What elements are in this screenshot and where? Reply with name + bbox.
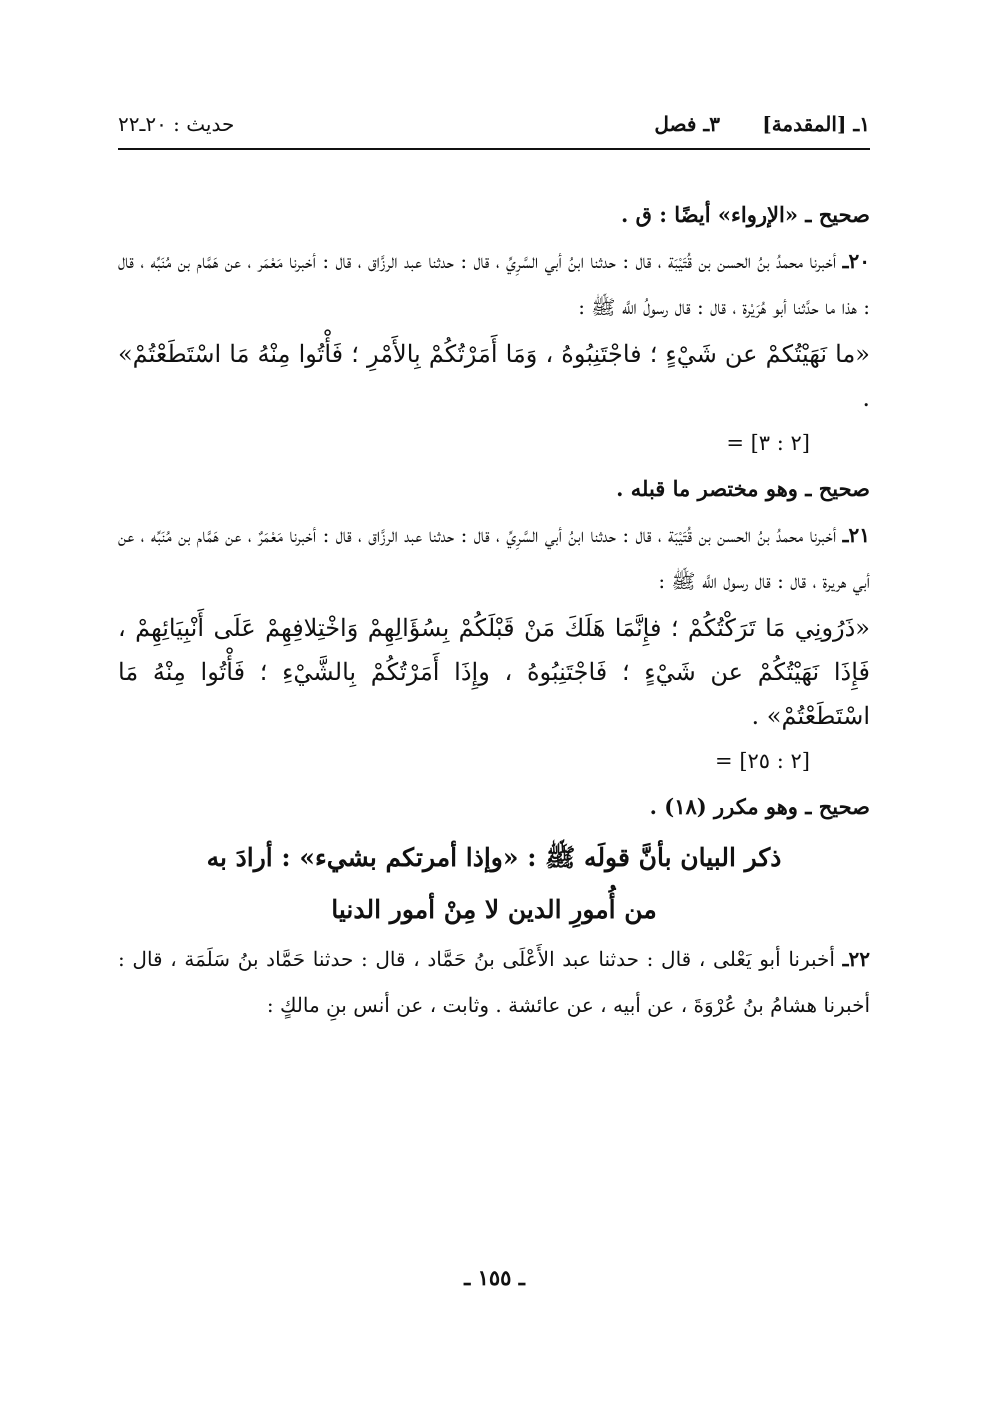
hadith-isnad — [118, 512, 870, 604]
hadith-isnad — [118, 936, 870, 1028]
section-heading-line: ذكر البيان بأنَّ قولَه ﷺ : «وإذا أمرتكم بشيء» : أرادَ به — [206, 843, 782, 872]
hadith-matn: «ما نَهَيْتُكمْ عن شَيْءٍ ؛ فاجْتَنِبُوهُ ، وَمَا أَمَرْتُكُمْ بِالأَمْرِ ؛ فَأْتُوا مِنْهُ مَا اسْتَطَعْتُمْ» . — [118, 340, 870, 412]
running-header — [118, 112, 870, 146]
cross-reference: = [٢ : ٣] — [726, 431, 810, 455]
hadith-number: ٢٢ـ — [842, 947, 870, 971]
hadith-chain-text: أخبرنا أبو يَعْلى ، قال : حدثنا عبد الأَعْلَى بنُ حَمَّاد ، قال : حدثنا حَمَّاد بنُ سَلَمَة ، قال : أخبرنا هشامُ بنُ عُرْوَةَ ، عن أبيه ، عن عائشة . وثابت ، عن أنس بنِ مالكٍ : — [118, 947, 870, 1017]
grading-note: صحيح ـ وهو مكرر (١٨) . — [649, 794, 870, 819]
header-divider — [118, 148, 870, 150]
hadith-number: ٢٠ـ — [842, 249, 870, 273]
hadith-number: ٢١ـ — [842, 523, 870, 547]
page-body — [118, 192, 870, 1028]
grading-note: صحيح ـ «الإرواء» أيضًا : ق . — [621, 202, 870, 227]
header-hadith-range: حديث : ٢٠ـ٢٢ — [118, 112, 235, 136]
hadith-chain-text: أخبرنا محمدُ بنُ الحسن بن قُتَيْبَة ، قال : حدثنا ابنُ أبي السَّرِيِّ ، قال : حدثنا عبد الرزَّاق ، قال : أخبرنا مَعْمَرٌ ، عن هَمَّام بن مُنَبِّه ، عن أبي هريرة ، قال : قال رسول اللَّه ﷺ : — [118, 523, 870, 593]
grading-note: صحيح ـ وهو مختصر ما قبله . — [616, 476, 870, 501]
cross-reference: = [٢ : ٢٥] — [715, 749, 810, 773]
hadith-matn: «ذَرُونِي مَا تَرَكْتُكُمْ ؛ فإِنَّمَا هَلَكَ مَنْ قَبْلَكُمْ بِسُؤَالِهِمْ وَاخْتِلافِهِمْ عَلَى أَنْبِيَائِهِمْ ، فَإِذَا نَهَيْتُكُمْ عن شَيْءٍ ؛ فَاجْتَنِبُوهُ ، وإِذَا أَمَرْتُكُمْ بِالشَّيْءِ ؛ فَأْتُوا مِنْهُ مَا اسْتَطَعْتُمْ» . — [118, 614, 870, 730]
header-chapter-title: ٣ـ فصل — [654, 112, 720, 136]
page-number: ـ ١٥٥ ـ — [464, 1265, 525, 1290]
hadith-chain-text: أخبرنا محمدُ بنُ الحسن بن قُتَيْبَة ، قال : حدثنا ابنُ أبي السَّرِيِّ ، قال : حدثنا عبد الرزَّاق ، قال : أخبرنا مَعْمَر ، عن هَمَّام بن مُنَبِّه ، قال : هذا ما حدَّثنا أبو هُرَيْرة ، قال : قال رسولُ اللَّه ﷺ : — [118, 249, 870, 319]
section-heading — [118, 832, 870, 936]
section-heading-line: من أُمورِ الدين لا مِنْ أمور الدنيا — [331, 895, 657, 924]
hadith-isnad — [118, 238, 870, 330]
header-book-title: ١ـ [المقدمة] — [762, 112, 870, 136]
